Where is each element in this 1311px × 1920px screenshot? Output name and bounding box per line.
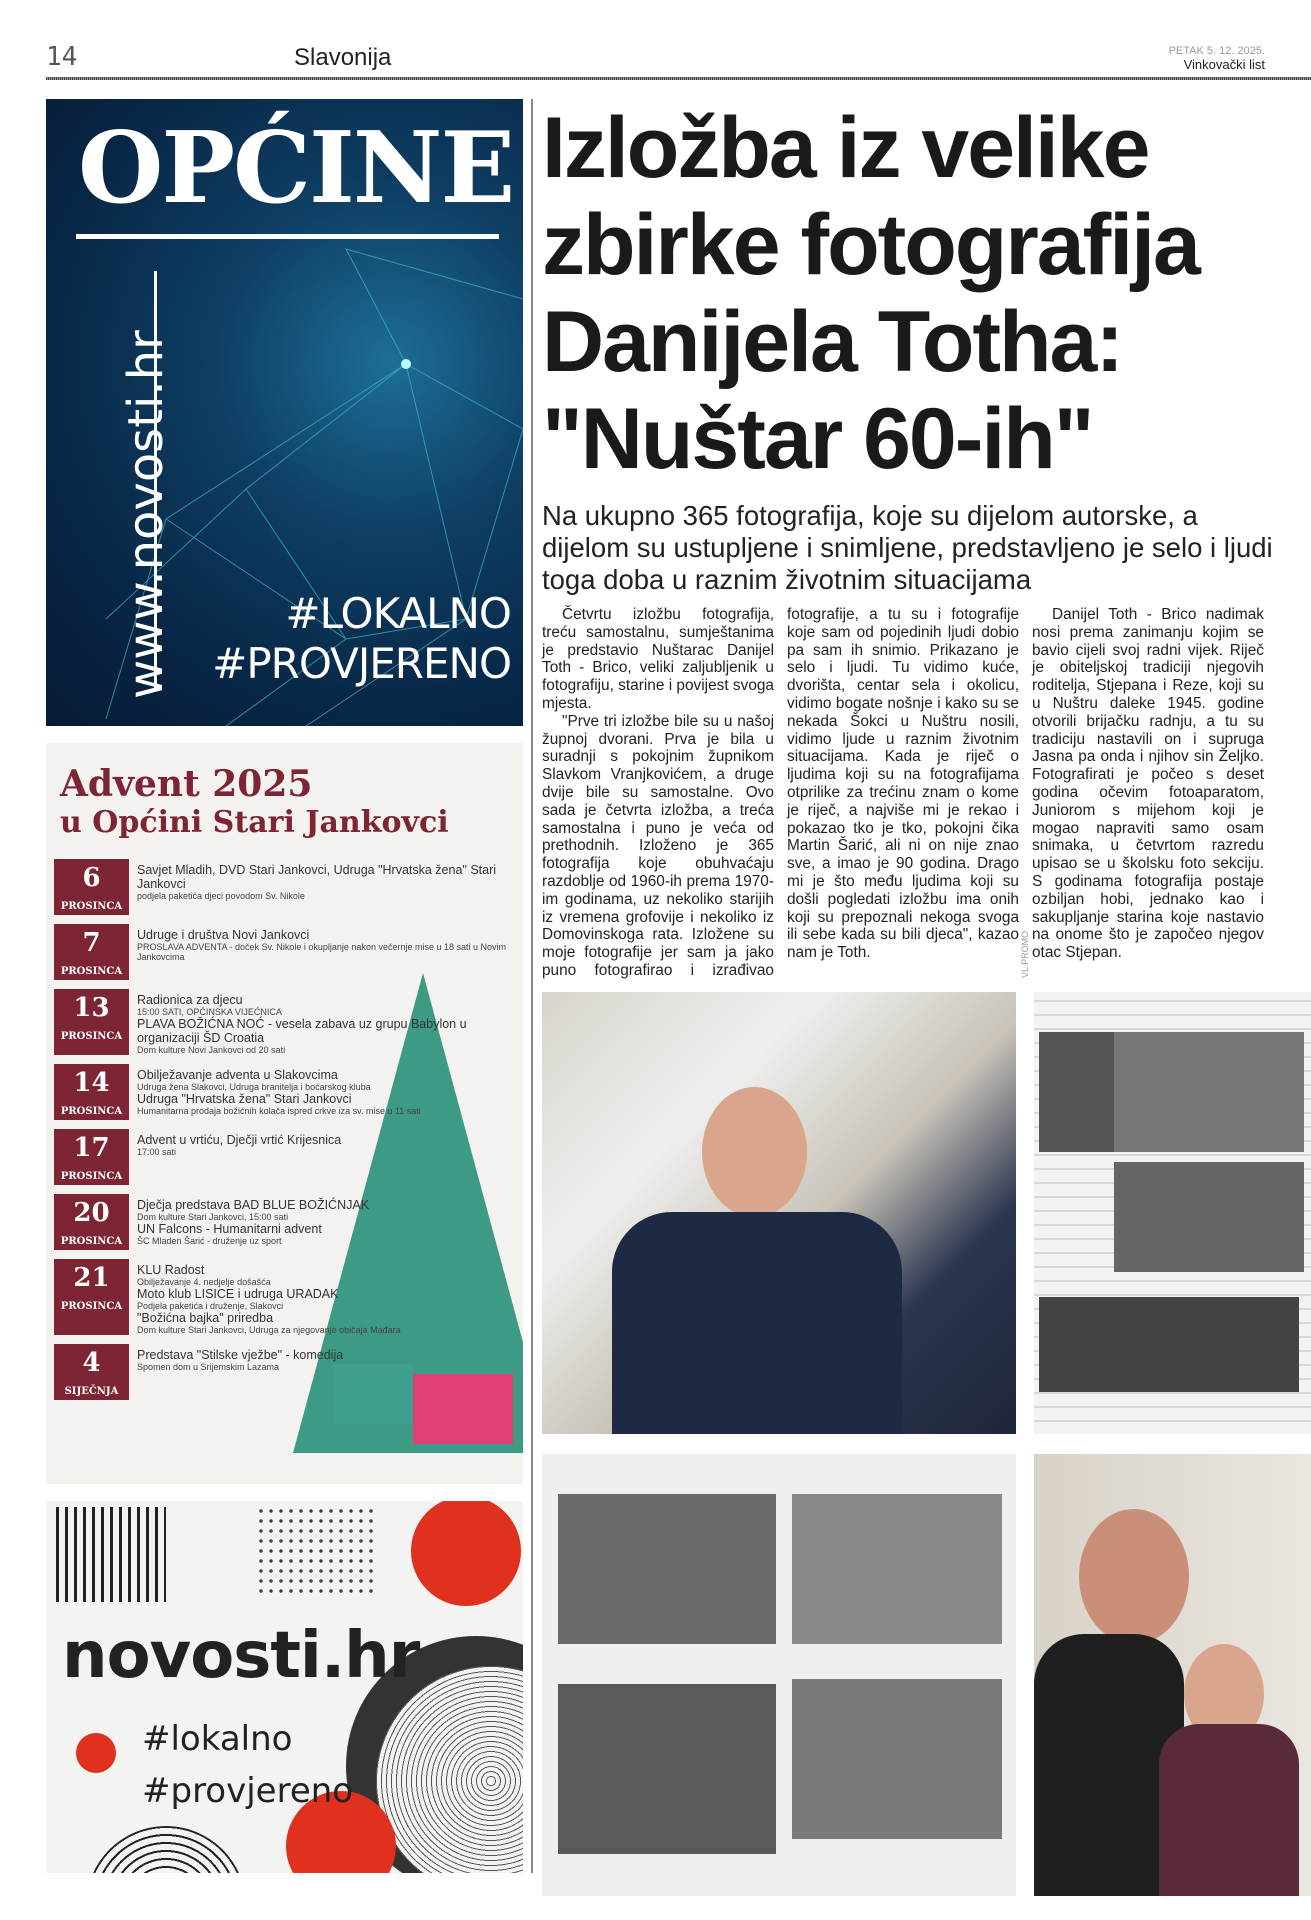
event-month: SIJEČNJA xyxy=(64,1386,119,1397)
old-photo xyxy=(1114,1162,1304,1272)
title-underline xyxy=(76,234,499,239)
event-description: 15:00 SATI, OPĆINSKA VIJEĆNICA xyxy=(137,1007,282,1017)
event-title: "Božićna bajka" priredba xyxy=(137,1311,274,1325)
event-month: PROSINCA xyxy=(60,966,123,977)
old-photo xyxy=(558,1684,776,1854)
event-day: 4 xyxy=(82,1348,101,1378)
event-title: Udruge i društva Novi Jankovci xyxy=(137,928,310,942)
old-photo xyxy=(1039,1032,1114,1152)
advent-event xyxy=(54,1064,516,1120)
event-day: 20 xyxy=(73,1198,110,1228)
event-month: PROSINCA xyxy=(60,1031,123,1042)
stripes-graphic xyxy=(56,1507,166,1602)
event-day: 17 xyxy=(73,1133,110,1163)
event-date xyxy=(54,859,129,915)
dots-graphic xyxy=(256,1506,376,1596)
event-title: Udruga "Hrvatska žena" Stari Jankovci xyxy=(137,1092,352,1106)
header-rule xyxy=(46,77,1311,80)
event-description: Udruga žena Slakovci, Udruga branitelja i boćarskog kluba xyxy=(137,1082,371,1092)
event-details xyxy=(137,989,516,1055)
event-description: Humanitarna prodaja božićnih kolača ispred crkve iza sv. mise u 11 sati xyxy=(137,1106,421,1116)
advent-program xyxy=(46,743,523,1484)
publication-name: Vinkovački list xyxy=(1183,57,1265,72)
issue-date: PETAK 5. 12. 2025. xyxy=(1168,45,1265,57)
event-day: 21 xyxy=(73,1263,110,1293)
network-node xyxy=(401,359,411,369)
event-date xyxy=(54,1064,129,1120)
event-description: ŠC Mladen Šarić - druženje uz sport xyxy=(137,1236,282,1246)
advent-event xyxy=(54,859,516,915)
opcine-url[interactable]: www.novosti.hr xyxy=(118,330,174,699)
event-date xyxy=(54,1259,129,1335)
rings-graphic xyxy=(86,1826,246,1873)
event-description: 17:00 sati xyxy=(137,1147,177,1157)
tag-lokalno: #lokalno xyxy=(142,1719,293,1759)
photo-danijel-toth-exhibition[interactable] xyxy=(542,992,1016,1434)
novosti-ad[interactable] xyxy=(46,1501,523,1873)
page-number: 14 xyxy=(46,42,78,72)
event-title: Savjet Mladih, DVD Stari Jankovci, Udruga "Hrvatska žena" Stari Jankovci xyxy=(137,863,497,891)
event-date xyxy=(54,1344,129,1400)
coat xyxy=(1159,1724,1299,1896)
section-title: Slavonija xyxy=(294,44,392,71)
paragraph: "Prve tri izložbe bile su u našoj župnoj dvorani. Prva je bila u suradnji s pokojnim župnikom Slavkom Vranjkovićem, a druge dvije bile su samostalne. Ovo sada je četvrta izložba, a treća samostalna i puno je veća od prethodnih. Izloženo je 365 fotografija koje obuhvaćaju razdoblje od 1960-ih prema 1970-im godinama, uz nekoliko starijih iz vremena grofovije i nekoliko iz Domovinskoga rata. Izložene su moje fotografije jer sam ja jako puno fotografirao i izrađivao fotografije, a tu su i fotografije koje sam od pojedinih ljudi dobio pa sam ih snimio. Prikazano je selo i ljudi. Tu vidimo kuće, dvorišta, centar sela i okolicu, vidimo bogate nošnje i kako su se nekada Šokci u Nuštru nosili, vidimo ljude u raznim životnim situacijama. Kada je riječ o ljudima koji su na fotografijama otprilike za trećinu znam o kome je riječ, a najviše mi je rekao i pokazao tko je tko, pokojni čika Martin Šarić, ali ni on nije znao sve, a imao je 90 godina. Drago mi je što među ljudima koji su došli pogledati izložbu ima onih koji su prepoznali nekoga svoga ili sebe kada su bili djeca", kazao nam je Toth. xyxy=(542,606,1019,979)
jacket xyxy=(612,1212,902,1434)
column-divider xyxy=(531,99,533,1873)
photo-old-photographs[interactable] xyxy=(542,1454,1016,1896)
event-day: 14 xyxy=(73,1068,110,1098)
advent-subtitle: u Općini Stari Jankovci xyxy=(60,805,449,840)
old-photo xyxy=(792,1494,1002,1644)
old-photo xyxy=(1114,1032,1304,1152)
event-date xyxy=(54,1129,129,1185)
event-month: PROSINCA xyxy=(60,901,123,912)
event-details xyxy=(137,1194,369,1250)
event-details xyxy=(137,1064,421,1120)
advent-event xyxy=(54,989,516,1055)
advent-event xyxy=(54,1194,516,1250)
article-subtitle: Na ukupno 365 fotografija, koje su dijelom autorske, a dijelom su ustupljene i snimljene, predstavljeno je selo i ljudi toga doba u raznim životnim situacijama xyxy=(542,500,1273,595)
novosti-brand: novosti.hr xyxy=(62,1619,420,1693)
advent-event xyxy=(54,1259,516,1335)
old-photo xyxy=(792,1679,1002,1839)
event-details xyxy=(137,1129,341,1185)
red-dot xyxy=(76,1733,116,1773)
event-description: Dom kulture Stari Jankovci, 15:00 sati xyxy=(137,1212,289,1222)
event-title: PLAVA BOŽIĆNA NOĆ - vesela zabava uz grupu Babylon u organizaciji ŠD Croatia xyxy=(137,1017,467,1045)
event-title: Moto klub LISICE i udruga URADAK xyxy=(137,1287,339,1301)
event-day: 6 xyxy=(82,863,101,893)
event-details xyxy=(137,859,516,915)
event-details xyxy=(137,1259,401,1335)
event-title: Predstava "Stilske vježbe" - komedija xyxy=(137,1348,344,1362)
red-circle xyxy=(411,1501,521,1606)
event-details xyxy=(137,1344,343,1400)
event-day: 7 xyxy=(82,928,101,958)
old-photo xyxy=(1039,1297,1299,1392)
tag-provjereno: #PROVJERENO xyxy=(212,639,511,688)
event-title: Radionica za djecu xyxy=(137,993,243,1007)
article xyxy=(542,100,1282,1896)
paragraph: Danijel Toth - Brico nadimak nosi prema zanimanju kojim se bavio cijeli svoj radni vijek. Riječ je obiteljskoj tradiciji njegovih roditelja, Stjepana i Reze, koji su u Nuštru daleke 1945. godine otvorili brijačku radnju, a tu su tradiciju nastavili on i supruga Jasna pa onda i njihov sin Željko. Fotografirati je počeo s deset godina očevim fotoaparatom, Juniorom s mijehom koji je mogao napraviti samo osam snimaka, u četvrtom razredu upisao se u školsku foto sekciju. S godinama fotografija postaje ozbiljan hobi, jednako kao i sakupljanje starina koje nastavio na onome što je započeo njegov otac Stjepan. xyxy=(1032,606,1264,962)
event-month: PROSINCA xyxy=(60,1301,123,1312)
event-month: PROSINCA xyxy=(60,1171,123,1182)
event-day: 13 xyxy=(73,993,110,1023)
tag-provjereno: #provjereno xyxy=(142,1771,354,1811)
advent-event xyxy=(54,1344,516,1400)
event-description: PROSLAVA ADVENTA - doček Sv. Nikole i okupljanje nakon večernje mise u 18 sati u Novim Jankovcima xyxy=(137,942,506,962)
event-details xyxy=(137,924,516,980)
event-title: Advent u vrtiću, Dječji vrtić Krijesnica xyxy=(137,1133,342,1147)
event-title: KLU Radost xyxy=(137,1263,205,1277)
photo-exhibition-wall[interactable] xyxy=(1034,992,1311,1434)
photo-visitors[interactable] xyxy=(1034,1454,1311,1896)
face xyxy=(1079,1509,1189,1644)
advent-event-list xyxy=(54,859,516,1400)
opcine-ad[interactable] xyxy=(46,99,523,726)
tag-lokalno: #LOKALNO xyxy=(285,589,511,638)
paragraph: Četvrtu izložbu fotografija, treću samostalnu, sumještanima je predstavio Nuštarac Danijel Toth - Brico, veliki zaljubljenik u fotografiju, starine i povijest svoga mjesta. xyxy=(542,606,774,712)
event-date xyxy=(54,989,129,1055)
event-description: Obilježavanje 4. nedjelje došašća xyxy=(137,1277,271,1287)
event-month: PROSINCA xyxy=(60,1236,123,1247)
face xyxy=(702,1087,807,1217)
article-body xyxy=(542,606,1264,980)
event-title: Dječja predstava BAD BLUE BOŽIĆNJAK xyxy=(137,1198,370,1212)
opcine-title: OPĆINE xyxy=(78,111,514,226)
old-photo xyxy=(558,1494,776,1644)
article-headline: Izložba iz velike zbirke fotografija Danijela Totha: "Nuštar 60-ih" xyxy=(542,100,1199,487)
issue-info xyxy=(1169,44,1265,72)
advent-event xyxy=(54,1129,516,1185)
advent-event xyxy=(54,924,516,980)
event-description: Spomen dom u Srijemskim Lazama xyxy=(137,1362,280,1372)
event-description: Dom kulture Novi Jankovci od 20 sati xyxy=(137,1045,286,1055)
event-title: Obilježavanje adventa u Slakovcima xyxy=(137,1068,338,1082)
event-month: PROSINCA xyxy=(60,1106,123,1117)
event-description: podjela paketića djeci povodom Sv. Nikole xyxy=(137,891,305,901)
event-date xyxy=(54,1194,129,1250)
event-title: UN Falcons - Humanitarni advent xyxy=(137,1222,322,1236)
promo-label: VL PROMO xyxy=(1020,930,1030,978)
advent-title: Advent 2025 xyxy=(60,763,313,805)
photo-grid xyxy=(542,992,1282,1896)
event-date xyxy=(54,924,129,980)
event-description: Podjela paketića i druženje, Slakovci xyxy=(137,1301,284,1311)
event-description: Dom kulture Stari Jankovci, Udruga za njegovanje običaja Mađara xyxy=(137,1325,401,1335)
